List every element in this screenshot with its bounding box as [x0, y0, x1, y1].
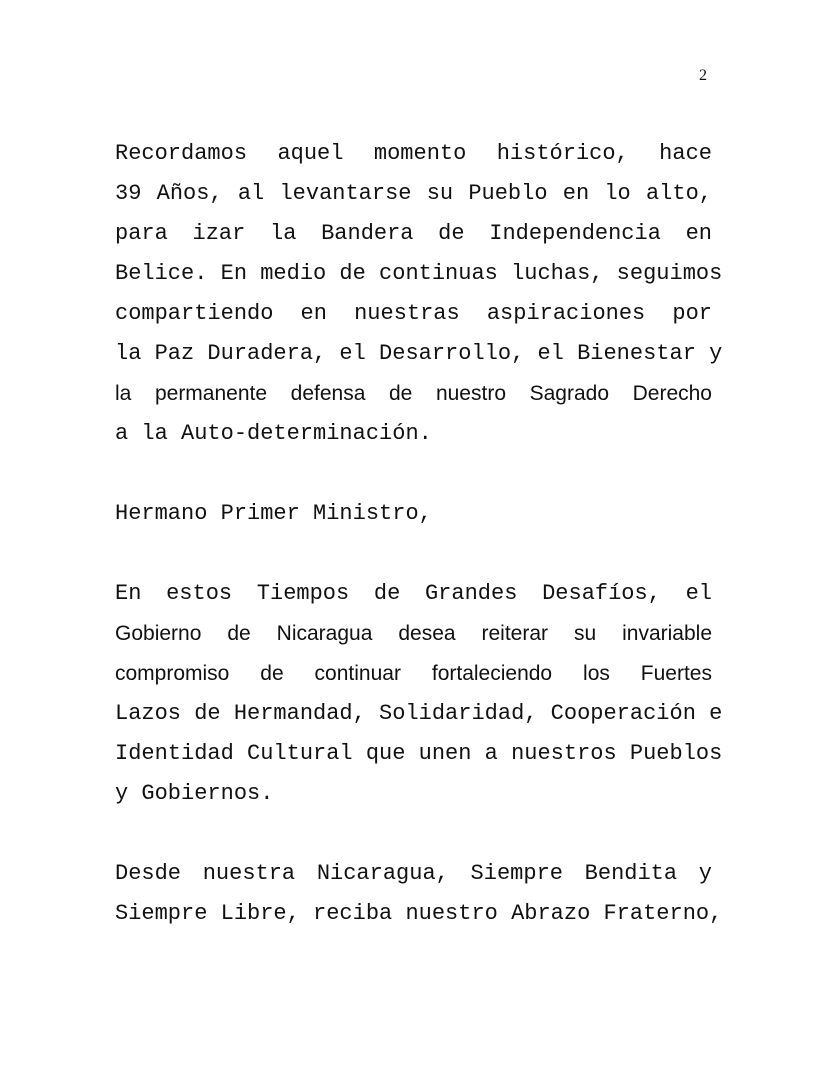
- text-line: Lazos de Hermandad, Solidaridad, Cooperación e: [115, 701, 723, 726]
- text-line: para izar la Bandera de Independencia en: [115, 221, 712, 246]
- text-line: Belice. En medio de continuas luchas, seguimos: [115, 261, 723, 286]
- text-line: a la Auto-determinación.: [115, 421, 432, 446]
- paragraph-commitment: [115, 579, 723, 819]
- text-line: Identidad Cultural que unen a nuestros Pueblos: [115, 741, 723, 766]
- text-line: Desde nuestra Nicaragua, Siempre Bendita y: [115, 861, 712, 886]
- text-line: En estos Tiempos de Grandes Desafíos, el: [115, 581, 712, 606]
- text-line: la permanente defensa de nuestro Sagrado Derecho: [115, 382, 712, 405]
- paragraph-spacer: [115, 539, 712, 579]
- text-line: Siempre Libre, reciba nuestro Abrazo Fraterno,: [115, 901, 723, 926]
- text-line: la Paz Duradera, el Desarrollo, el Bienestar y: [115, 341, 723, 366]
- salutation: [115, 499, 712, 539]
- text-line: 39 Años, al levantarse su Pueblo en lo alto,: [115, 181, 712, 206]
- paragraph-spacer: [115, 819, 712, 859]
- page-number: 2: [699, 67, 707, 84]
- text-line: y Gobiernos.: [115, 781, 274, 806]
- text-line: Recordamos aquel momento histórico, hace: [115, 141, 712, 166]
- paragraph-spacer: [115, 459, 712, 499]
- text-line: compromiso de continuar fortaleciendo los Fuertes: [115, 662, 712, 685]
- paragraph-independence: [115, 139, 723, 459]
- letter-body: [115, 139, 723, 939]
- paragraph-closing: [115, 859, 723, 939]
- text-line: Gobierno de Nicaragua desea reiterar su invariable: [115, 622, 712, 645]
- text-line: compartiendo en nuestras aspiraciones por: [115, 301, 712, 326]
- text-line: Hermano Primer Ministro,: [115, 501, 432, 526]
